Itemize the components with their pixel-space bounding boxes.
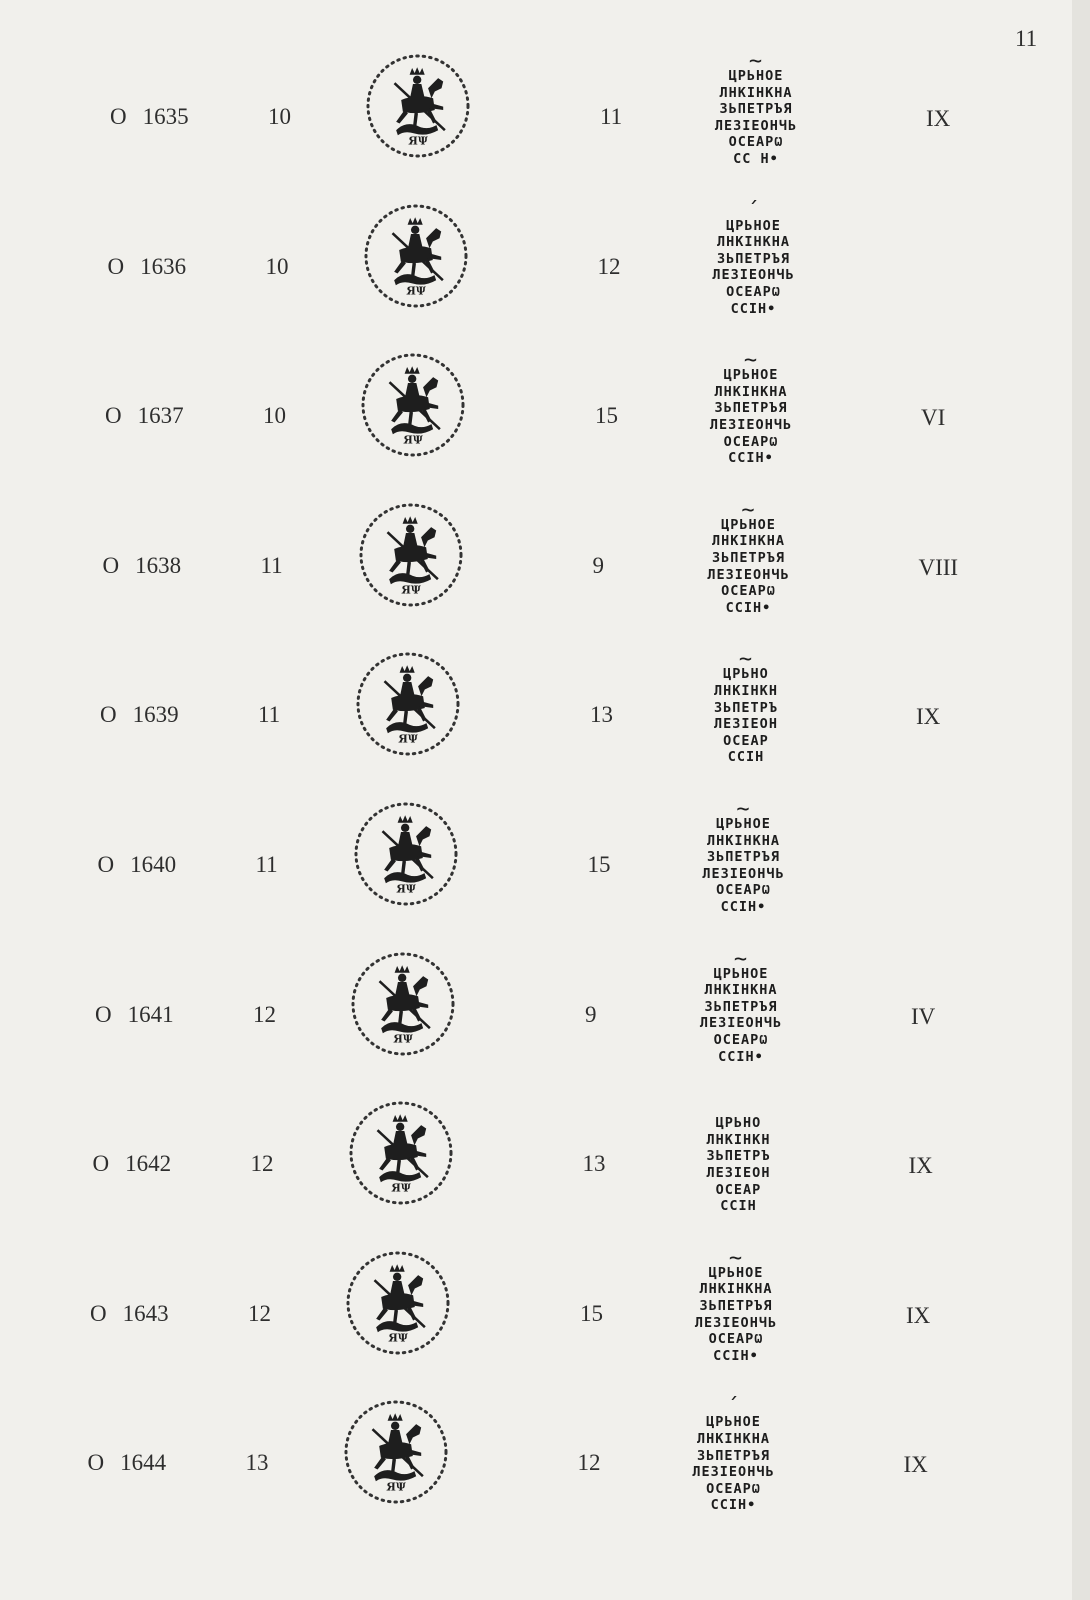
coin-row xyxy=(0,647,1070,826)
legend-line: ЦРЬНО xyxy=(715,1115,762,1132)
legend-line: ОСЕАРѠ xyxy=(713,1031,769,1048)
legend-line: ССІН xyxy=(720,1198,757,1215)
catalog-prefix: O xyxy=(87,1450,105,1476)
obverse-rider-image xyxy=(355,499,467,611)
legend-line: ЦРЬНОЕ xyxy=(716,816,771,832)
legend-line: ЛЕЗІЕОНЧЬ xyxy=(692,1464,775,1481)
st-george-rider-icon xyxy=(382,815,432,895)
count-value: 9 xyxy=(592,552,604,578)
coin-row xyxy=(0,1245,1070,1425)
legend-line: ЛНКІНКНА xyxy=(714,383,788,400)
legend-line: ЛНКІНКН xyxy=(714,682,778,699)
legend-line: ЦРЬНОЕ xyxy=(721,516,776,533)
weight-value: 10 xyxy=(263,403,286,429)
legend-line: ЦРЬНОЕ xyxy=(723,367,779,384)
reverse-legend xyxy=(666,1395,802,1514)
st-george-rider-icon xyxy=(379,965,429,1045)
obverse-rider-image xyxy=(357,349,469,461)
legend-line: ЛЕЗІЕОНЧЬ xyxy=(709,416,793,433)
legend-line: ЛНКІНКН xyxy=(706,1131,771,1148)
weight-value: 12 xyxy=(253,1001,276,1027)
catalog-id: 1639 xyxy=(132,702,179,728)
titlo-mark: ~ xyxy=(738,647,754,673)
legend-line: ССІН• xyxy=(713,1347,759,1364)
weight-value: 11 xyxy=(260,552,283,578)
st-george-rider-icon xyxy=(387,516,437,596)
grade-roman: IX xyxy=(916,704,941,730)
catalog-number xyxy=(93,1151,172,1177)
st-george-rider-icon xyxy=(372,1414,422,1494)
catalog-prefix: O xyxy=(105,403,122,429)
catalog-prefix: O xyxy=(102,552,120,578)
catalog-number xyxy=(90,1301,169,1327)
legend-line: ЛЕЗІЕОНЧЬ xyxy=(714,117,798,134)
legend-line: ЛНКІНКНА xyxy=(696,1430,771,1447)
reverse-legend xyxy=(671,1103,807,1215)
page-edge-shadow xyxy=(1072,0,1090,1600)
reverse-legend xyxy=(681,497,817,617)
catalog-id: 1636 xyxy=(140,253,187,279)
legend-line: ЗЬПЕТРЪЯ xyxy=(699,1297,773,1314)
obverse-rider-image xyxy=(340,1396,452,1508)
st-george-rider-icon xyxy=(394,67,444,147)
obverse-rider-image xyxy=(352,648,464,760)
grade-roman: IX xyxy=(903,1452,928,1478)
legend-line: ЛНКІНКНА xyxy=(706,832,781,849)
catalog-number xyxy=(98,852,177,878)
catalog-prefix: O xyxy=(95,1001,112,1027)
obverse-rider-image xyxy=(362,50,474,162)
reverse-legend xyxy=(678,647,814,766)
legend-line: ЛЕЗІЕОН xyxy=(706,1164,771,1181)
reverse-legend xyxy=(686,198,822,318)
legend-line: ССІН• xyxy=(720,898,767,915)
legend-line: ЦРЬНОЕ xyxy=(728,68,784,84)
legend-line: ССІН• xyxy=(725,599,772,616)
count-value: 11 xyxy=(600,104,623,129)
weight-value: 12 xyxy=(250,1151,274,1177)
st-george-rider-icon xyxy=(374,1264,424,1344)
legend-line: ЗЬПЕТРЪЯ xyxy=(706,849,781,866)
reverse-legend xyxy=(668,1245,804,1365)
legend-line: ОСЕАР xyxy=(715,1181,762,1198)
count-value: 9 xyxy=(585,1001,597,1027)
legend-line: ЛЕЗІЕОНЧЬ xyxy=(694,1314,778,1331)
reverse-legend xyxy=(683,348,819,467)
catalog-number xyxy=(103,553,182,579)
legend-line: ЦРЬНО xyxy=(723,666,769,683)
legend-line: ОСЕАРѠ xyxy=(728,134,784,151)
count-value: 15 xyxy=(580,1300,603,1326)
legend-line: ЗЬПЕТРЪЯ xyxy=(704,998,778,1015)
coin-row xyxy=(0,497,1070,677)
legend-line: ЛЕЗІЕОНЧЬ xyxy=(712,267,795,284)
grade-roman: VIII xyxy=(918,554,959,580)
titlo-mark: ~ xyxy=(733,946,749,972)
catalog-id: 1638 xyxy=(135,552,182,578)
grade-roman: IX xyxy=(906,1302,931,1328)
legend-line: ЗЬПЕТРЪЯ xyxy=(696,1447,771,1464)
obverse-rider-image xyxy=(350,798,462,910)
weight-value: 11 xyxy=(255,852,278,877)
count-value: 13 xyxy=(590,702,613,728)
catalog-prefix: O xyxy=(92,1151,110,1177)
coin-row xyxy=(0,1115,1070,1275)
titlo-mark: ~ xyxy=(736,797,751,822)
titlo-mark: ´ xyxy=(746,198,761,224)
legend-line: ЗЬПЕТРЪЯ xyxy=(716,250,791,267)
legend-line: ЗЬПЕТРЪЯ xyxy=(719,101,793,118)
legend-line: ЛНКІНКНА xyxy=(711,533,786,550)
legend-line: ЛЕЗІЕОНЧЬ xyxy=(702,865,785,882)
legend-line: ССІН• xyxy=(730,300,777,317)
catalog-id: 1635 xyxy=(142,104,189,129)
catalog-id: 1643 xyxy=(122,1300,169,1326)
legend-line: ОСЕАРѠ xyxy=(721,583,776,600)
catalog-id: 1644 xyxy=(120,1450,167,1476)
page-number: 11 xyxy=(1015,26,1038,51)
titlo-mark xyxy=(671,1103,807,1115)
legend-line: ЦРЬНОЕ xyxy=(726,217,781,234)
catalog-id: 1641 xyxy=(127,1001,174,1027)
catalog-number xyxy=(100,702,179,728)
legend-line: ЛЕЗІЕОНЧЬ xyxy=(699,1015,783,1032)
titlo-mark: ~ xyxy=(743,348,759,374)
obverse-rider-image xyxy=(347,948,459,1060)
count-value: 15 xyxy=(595,403,618,429)
coin-row xyxy=(0,1395,1070,1574)
coin-row xyxy=(0,946,1070,1126)
catalog-number xyxy=(108,254,187,280)
catalog-number xyxy=(110,104,189,130)
weight-value: 10 xyxy=(268,104,291,129)
coin-row xyxy=(0,348,1070,527)
st-george-rider-icon xyxy=(377,1114,427,1194)
coin-row xyxy=(0,49,1070,228)
titlo-mark: ~ xyxy=(748,49,764,74)
st-george-rider-icon xyxy=(392,217,442,297)
legend-line: ЛНКІНКНА xyxy=(704,982,778,999)
count-value: 12 xyxy=(577,1450,601,1476)
legend-line: ОСЕАРѠ xyxy=(716,882,771,899)
weight-value: 11 xyxy=(258,702,281,728)
grade-roman: IX xyxy=(926,106,951,131)
reverse-legend xyxy=(676,797,812,916)
legend-line: ЗЬПЕТРЪЯ xyxy=(711,549,786,566)
weight-value: 12 xyxy=(248,1300,271,1326)
count-value: 15 xyxy=(587,852,611,877)
legend-line: ОСЕАР xyxy=(723,732,769,749)
legend-line: ССІН xyxy=(727,749,765,766)
count-value: 12 xyxy=(597,253,621,279)
legend-line: ОСЕАРѠ xyxy=(723,433,779,450)
legend-line: ОСЕАРѠ xyxy=(708,1331,764,1348)
catalog-prefix: O xyxy=(97,852,115,877)
legend-line: ССІН• xyxy=(718,1048,764,1065)
legend-line: ЗЬПЕТРЪ xyxy=(714,699,778,716)
legend-line: ЦРЬНОЕ xyxy=(713,965,769,982)
coin-row xyxy=(0,198,1070,378)
catalog-prefix: O xyxy=(100,702,117,728)
grade-roman: IX xyxy=(908,1153,933,1179)
legend-line: ЛЕЗІЕОНЧЬ xyxy=(707,566,790,583)
legend-line: СС Н• xyxy=(733,150,779,167)
catalog-id: 1642 xyxy=(125,1151,172,1177)
titlo-mark: ´ xyxy=(726,1395,741,1421)
reverse-legend xyxy=(688,49,824,168)
titlo-mark: ~ xyxy=(741,497,756,523)
catalog-number xyxy=(88,1450,167,1476)
obverse-rider-image xyxy=(345,1097,457,1209)
legend-line: ЗЬПЕТРЪ xyxy=(706,1148,771,1165)
catalog-number xyxy=(105,403,184,429)
st-george-rider-icon xyxy=(384,666,434,746)
weight-value: 13 xyxy=(245,1450,269,1476)
catalog-prefix: O xyxy=(90,1300,107,1326)
legend-line: ЛЕЗІЕОН xyxy=(714,716,778,733)
grade-roman: VI xyxy=(921,405,946,431)
legend-line: ЛНКІНКНА xyxy=(716,234,791,251)
obverse-rider-image xyxy=(360,200,472,312)
st-george-rider-icon xyxy=(389,366,439,446)
legend-line: ОСЕАРѠ xyxy=(706,1480,761,1497)
catalog-number xyxy=(95,1002,174,1028)
catalog-id: 1637 xyxy=(137,403,184,429)
coin-row xyxy=(0,797,1070,976)
grade-roman: IV xyxy=(911,1003,936,1029)
legend-line: ЦРЬНОЕ xyxy=(708,1264,764,1281)
legend-line: ОСЕАРѠ xyxy=(726,283,781,300)
legend-line: ЛНКІНКНА xyxy=(719,84,793,101)
legend-line: ССІН• xyxy=(710,1497,757,1514)
weight-value: 10 xyxy=(265,253,289,279)
catalog-id: 1640 xyxy=(130,852,177,877)
legend-line: ЗЬПЕТРЪЯ xyxy=(714,400,788,417)
titlo-mark: ~ xyxy=(728,1245,744,1271)
catalog-prefix: O xyxy=(110,104,127,129)
reverse-legend xyxy=(673,946,809,1066)
count-value: 13 xyxy=(582,1151,606,1177)
obverse-rider-image xyxy=(342,1247,454,1359)
legend-line: ЛНКІНКНА xyxy=(699,1281,773,1298)
legend-line: ЦРЬНОЕ xyxy=(706,1414,761,1431)
legend-line: ССІН• xyxy=(728,450,774,467)
catalog-prefix: O xyxy=(107,253,125,279)
